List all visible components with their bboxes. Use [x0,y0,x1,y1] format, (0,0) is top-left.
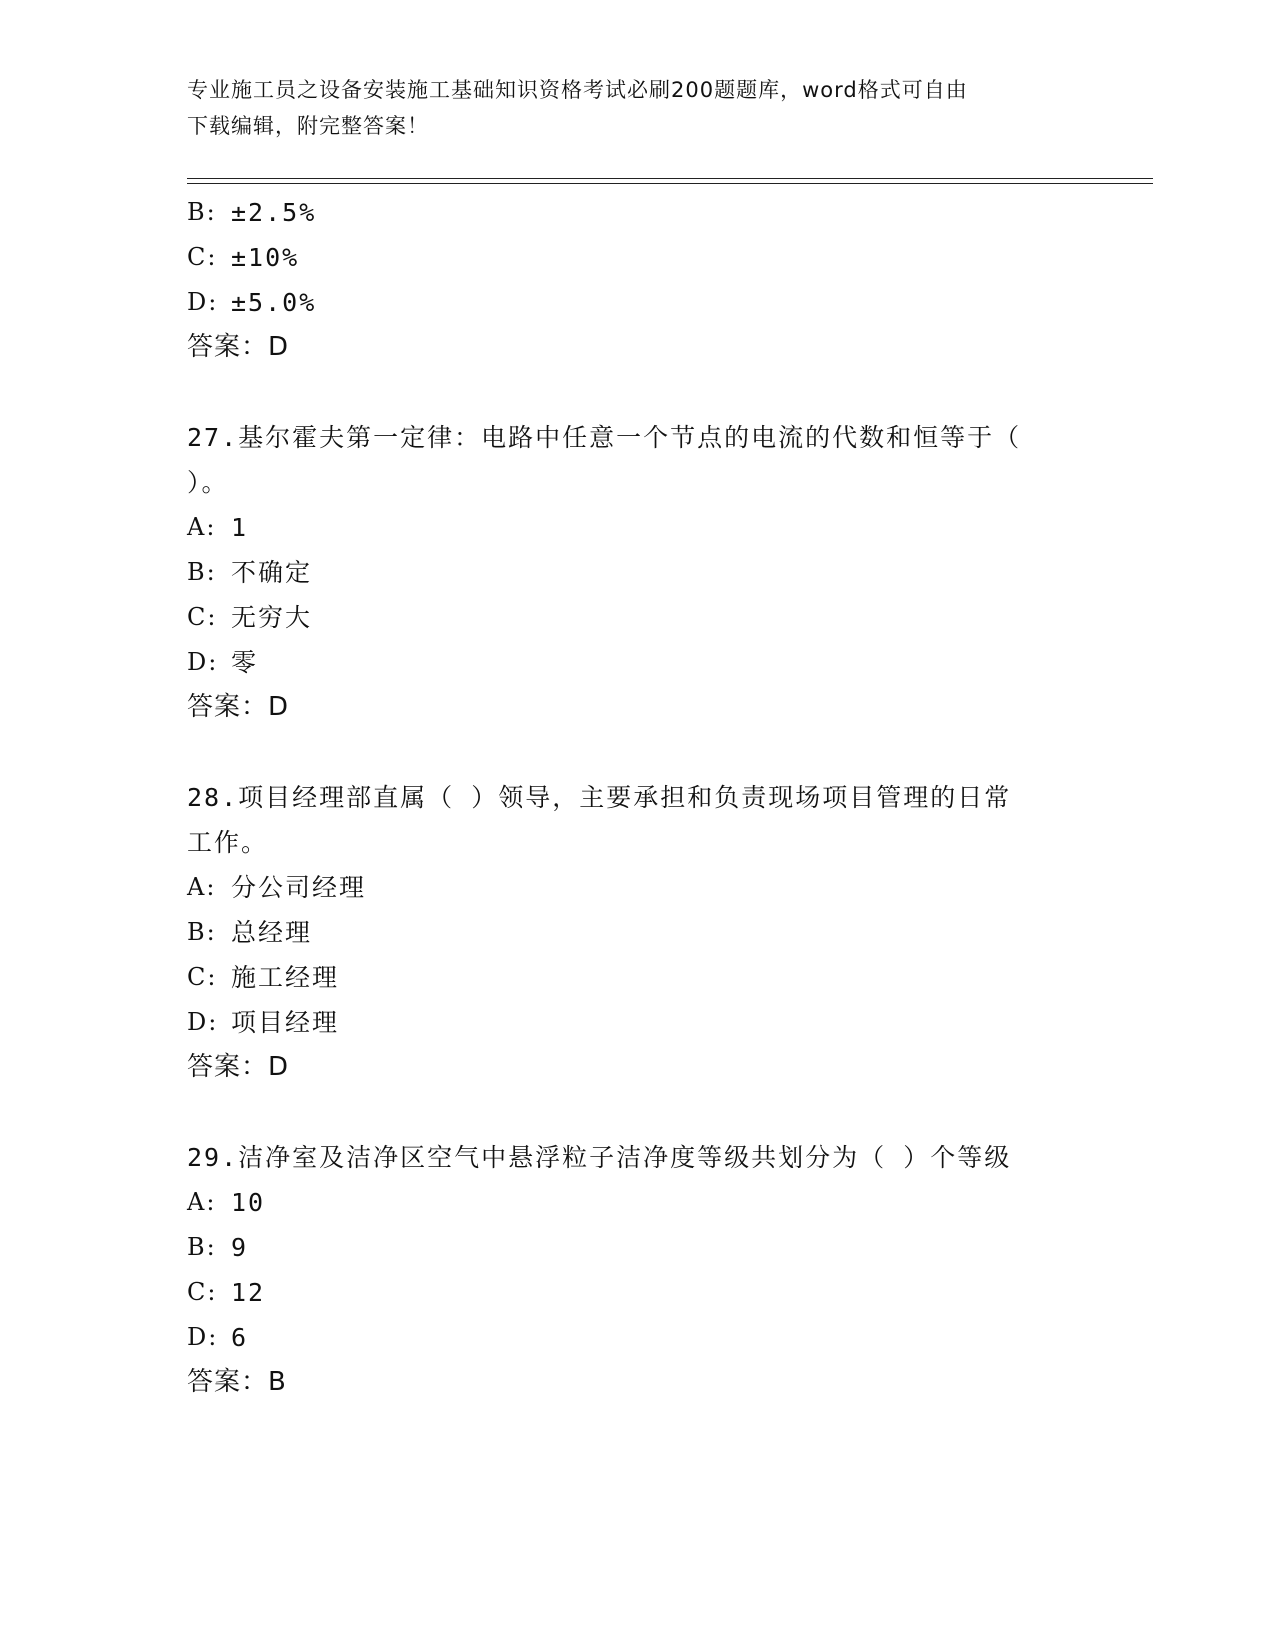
option-key: C: [187,963,218,991]
option-text: 12 [231,1278,266,1307]
option-text: 6 [231,1323,249,1352]
option-text: 施工经理 [231,963,340,992]
option-key: B: [187,198,217,226]
option-c [187,235,1067,280]
question-text-line-2: 工作。 [187,828,269,857]
question-block-28 [187,775,1067,1090]
option-a [187,505,1067,550]
option-a [187,865,1067,910]
option-d [187,640,1067,685]
option-text: 项目经理 [231,1008,340,1037]
option-b [187,550,1067,595]
question-text [187,1135,1067,1180]
option-key: B: [187,558,217,586]
option-text: ±5.0% [231,288,317,317]
option-key: B: [187,918,217,946]
document-header [187,72,1087,144]
answer-line: 答案：D [187,1052,290,1082]
answer-line: 答案：B [187,1367,287,1397]
question-text-line-2: ）。 [187,468,229,497]
option-text: ±2.5% [231,198,317,227]
header-line-1: 专业施工员之设备安装施工基础知识资格考试必刷200题题库，word格式可自由 [187,78,968,102]
option-text: 不确定 [231,558,313,587]
option-c [187,595,1067,640]
header-rule-top [187,178,1153,179]
option-key: D: [187,1008,219,1036]
question-text [187,415,1067,505]
answer-line: 答案：D [187,692,290,722]
option-d [187,1000,1067,1045]
question-text-line-1: 29.洁净室及洁净区空气中悬浮粒子洁净度等级共划分为（ ）个等级 [187,1143,1012,1172]
option-key: B: [187,1233,217,1261]
option-text: ±10% [231,243,300,272]
option-a [187,1180,1067,1225]
option-key: C: [187,243,218,271]
question-list [187,190,1067,1405]
option-text: 1 [231,513,249,542]
question-block-27 [187,415,1067,730]
option-key: D: [187,648,219,676]
question-text-line-1: 28.项目经理部直属（ ）领导，主要承担和负责现场项目管理的日常 [187,783,1012,812]
option-c [187,1270,1067,1315]
option-text: 9 [231,1233,249,1262]
question-block-29 [187,1135,1067,1405]
option-key: C: [187,1278,218,1306]
option-d [187,280,1067,325]
option-key: A: [187,1188,217,1216]
option-key: A: [187,513,217,541]
option-text: 无穷大 [231,603,313,632]
question-block-partial [187,190,1067,370]
option-d [187,1315,1067,1360]
option-b [187,910,1067,955]
question-text-line-1: 27.基尔霍夫第一定律：电路中任意一个节点的电流的代数和恒等于（ [187,423,1022,452]
option-b [187,190,1067,235]
question-text [187,775,1067,865]
option-c [187,955,1067,1000]
option-key: D: [187,288,219,316]
answer-line: 答案：D [187,332,290,362]
option-text: 分公司经理 [231,873,367,902]
header-rule-bottom [187,183,1153,184]
option-text: 零 [231,648,259,677]
option-text: 10 [231,1188,266,1217]
option-key: A: [187,873,217,901]
option-key: D: [187,1323,219,1351]
option-key: C: [187,603,218,631]
option-b [187,1225,1067,1270]
header-line-2: 下载编辑，附完整答案！ [187,114,429,138]
option-text: 总经理 [231,918,313,947]
